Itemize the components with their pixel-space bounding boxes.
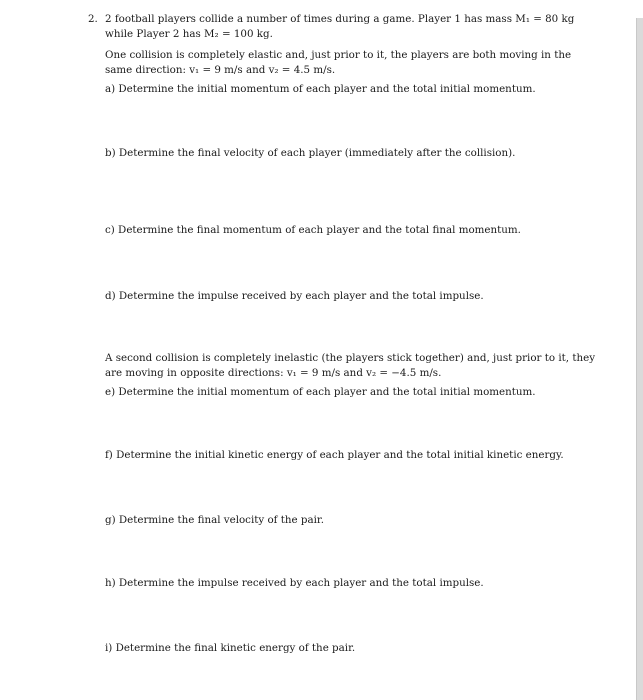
problem-number: 2. — [88, 13, 98, 25]
question-d: d) Determine the impulse received by each player and the total impulse. — [105, 290, 484, 302]
scrollbar[interactable] — [636, 18, 643, 700]
collision2-line-2: are moving in opposite directions: v₁ = 9 m/s and v₂ = −4.5 m/s. — [105, 367, 442, 379]
intro-line-2: while Player 2 has M₂ = 100 kg. — [105, 28, 273, 40]
collision1-line-1: One collision is completely elastic and, just prior to it, the players are both moving in the — [105, 49, 572, 61]
question-c: c) Determine the final momentum of each player and the total final momentum. — [105, 224, 521, 236]
intro-line-1: 2 football players collide a number of times during a game. Player 1 has mass M₁ = 80 kg — [105, 13, 575, 25]
question-g: g) Determine the final velocity of the pair. — [105, 514, 324, 526]
question-h: h) Determine the impulse received by each player and the total impulse. — [105, 577, 484, 589]
question-a: a) Determine the initial momentum of each player and the total initial momentum. — [105, 83, 536, 95]
question-b: b) Determine the final velocity of each player (immediately after the collision). — [105, 147, 516, 159]
collision1-line-2: same direction: v₁ = 9 m/s and v₂ = 4.5 m/s. — [105, 64, 336, 76]
collision2-line-1: A second collision is completely inelastic (the players stick together) and, just prior to it, they — [105, 352, 596, 364]
question-e: e) Determine the initial momentum of each player and the total initial momentum. — [105, 386, 536, 398]
question-i: i) Determine the final kinetic energy of the pair. — [105, 642, 356, 654]
question-f: f) Determine the initial kinetic energy of each player and the total initial kinetic energy. — [105, 449, 564, 461]
